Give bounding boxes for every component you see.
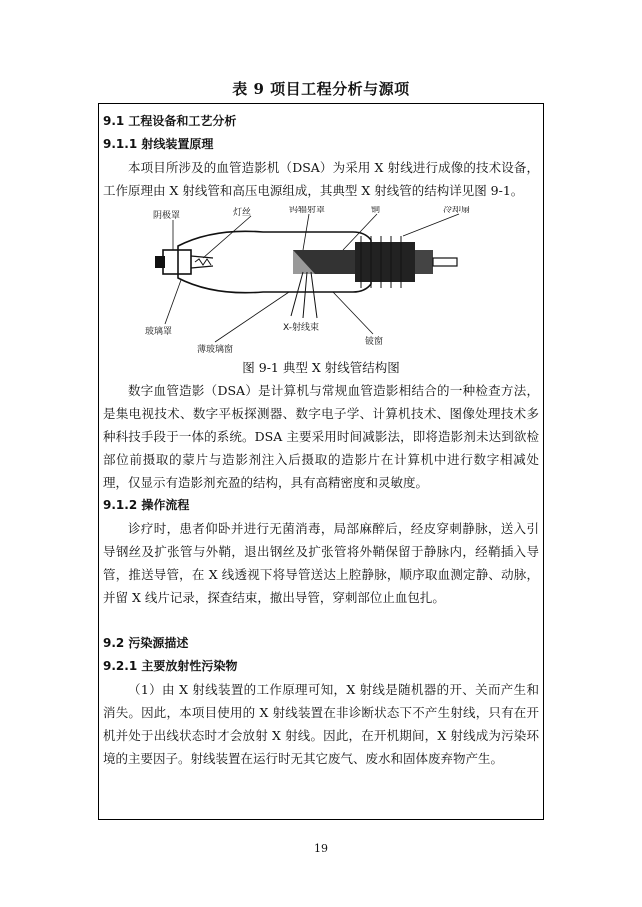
section-heading-9-1-2: 9.1.2 操作流程: [103, 498, 190, 512]
label-copper: 铜: [371, 206, 381, 215]
xray-tube-diagram: [103, 206, 539, 354]
label-thin-glass-window: 薄玻璃窗: [197, 345, 234, 354]
section-heading-9-2: 9.2 污染源描述: [103, 636, 189, 650]
label-glass-cover: 玻璃罩: [145, 327, 173, 337]
label-cathode-cover: 阴极罩: [153, 211, 181, 221]
paragraph-pollutants: （1）由 X 射线装置的工作原理可知，X 射线是随机器的开、关而产生和消失。因此，本项目使用的 X 射线装置在非诊断状态下不产生射线，只有在开机并处于出线状态时才会放射 X 射线。因此，在开机期间，X 射线成为污染环境的主要因子。射线装置在运行时无其它废气、废水和固体废弃物产生。: [103, 682, 539, 766]
content-area: [103, 110, 539, 770]
section-heading-9-2-1: 9.2.1 主要放射性污染物: [103, 659, 238, 673]
xray-tube-figure: [103, 206, 539, 354]
cathode-base: [155, 256, 165, 268]
section-heading-9-1: 9.1 工程设备和工艺分析: [103, 114, 237, 128]
anode-stem: [355, 242, 415, 282]
label-cooling-fin: 冷却扇: [443, 206, 471, 215]
paragraph-principle: 本项目所涉及的血管造影机（DSA）为采用 X 射线进行成像的技术设备，工作原理由 X 射线管和高压电源组成，其典型 X 射线管的结构详见图 9-1。: [103, 160, 539, 198]
label-filament: 灯丝: [233, 208, 252, 218]
page-title: 表 9 项目工程分析与源项: [232, 80, 410, 98]
cathode-cup: [163, 250, 191, 274]
filament: [195, 259, 211, 265]
paragraph-dsa: 数字血管造影（DSA）是计算机与常规血管造影相结合的一种检查方法，是集电视技术、数字平板探测器、数字电子学、计算机技术、图像处理技术多种科技手段于一体的系统。DSA 主要采用时间减影法，即将造影剂未达到欲检部位前摄取的蒙片与造影剂注入后摄取的造影片在计算机中进行数字相减处理，仅显示有造影剂充盈的结构，具有高精密度和灵敏度。: [103, 383, 539, 490]
page-number: 19: [314, 842, 328, 855]
label-beryllium-window: 铍窗: [365, 337, 384, 347]
cooling-pin: [433, 258, 457, 266]
label-tungsten-target: 钨辐射罩: [289, 206, 326, 215]
section-heading-9-1-1: 9.1.1 射线装置原理: [103, 137, 214, 151]
figure-caption: 图 9-1 典型 X 射线管结构图: [242, 360, 400, 375]
label-xray-beam: X-射线束: [283, 323, 319, 333]
paragraph-procedure: 诊疗时，患者仰卧并进行无菌消毒，局部麻醉后，经皮穿刺静脉，送入引导钢丝及扩张管与外鞘，退出钢丝及扩张管将外鞘保留于静脉内，经鞘插入导管，推送导管，在 X 线透视下将导管送达上腔静脉，顺序取血测定静、动脉，并留 X 线片记录，探查结束，撤出导管，穿刺部位止血包扎。: [103, 521, 539, 605]
